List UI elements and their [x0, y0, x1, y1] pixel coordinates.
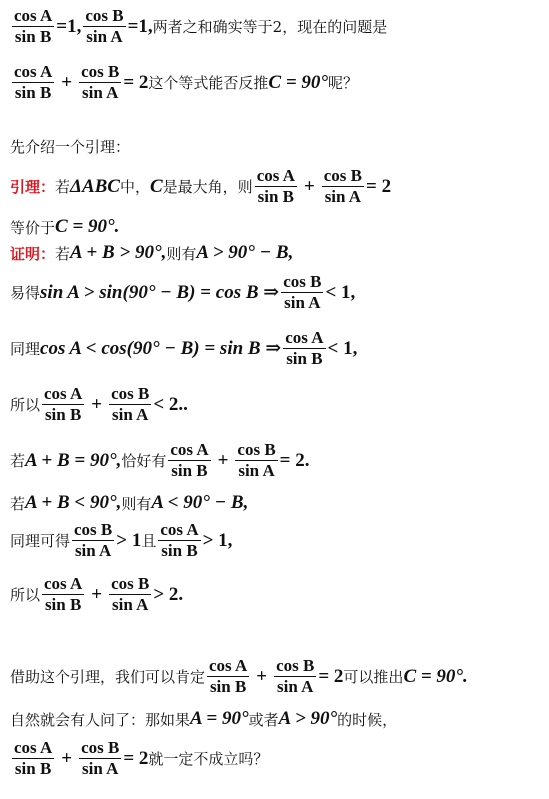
text: 若 [55, 244, 71, 263]
line-12 [10, 520, 232, 561]
line-16 [10, 738, 268, 779]
proof-label: 证明： [10, 244, 56, 263]
line-14 [10, 656, 468, 697]
plus-sign: + [217, 449, 229, 471]
text: 先介绍一个引理： [10, 138, 131, 156]
period: . [183, 393, 188, 415]
equals-two: = 2 [123, 747, 149, 769]
fraction-cosA-over-sinB: $\frac{\text{cos A}}{\text{sin B}}$ [44, 384, 83, 424]
text: 就一定不成立吗？ [148, 750, 269, 768]
math-expression: C = 90° [268, 71, 329, 93]
text: 则有 [166, 244, 197, 263]
equals-two: = 2 [366, 175, 392, 197]
math-expression: > 1 [116, 529, 142, 551]
math-expression: sin A > sin(90° − B) = cos B ⇒ [40, 282, 280, 303]
math-expression: < 1, [325, 281, 356, 303]
text: 且 [141, 532, 157, 550]
fraction-cosA-over-sinB: $\frac{\text{cos A}}{\text{sin B}}$ [285, 328, 324, 368]
text: 自然就会有人问了：那如果 [10, 710, 191, 729]
equals-one: =1, [127, 15, 153, 37]
math-expression: < 1, [327, 337, 358, 359]
math-expression: C [149, 175, 163, 197]
text: 是最大角，则 [162, 178, 253, 196]
lemma-label: 引理： [10, 178, 56, 196]
plus-sign: + [256, 665, 268, 687]
text: 两者之和确实等于2，现在的问题是 [152, 18, 388, 36]
line-2 [10, 62, 358, 103]
line-6-proof [10, 242, 293, 264]
math-expression: C = 90°. [403, 665, 468, 687]
text: 同理 [10, 340, 41, 358]
text: 若 [55, 178, 71, 196]
fraction-cosB-over-sinA: $\frac{\text{cos B}}{\text{sin A}}$ [74, 520, 113, 560]
fraction-cosA-over-sinB: $\frac{\text{cos A}}{\text{sin B}}$ [14, 6, 53, 46]
text: 可以推出 [343, 668, 404, 686]
text: 易得 [10, 284, 41, 302]
fraction-cosA-over-sinB: $\frac{\text{cos A}}{\text{sin B}}$ [256, 166, 295, 206]
plus-sign: + [91, 393, 103, 415]
line-8 [10, 328, 357, 369]
text: 所以 [10, 396, 41, 414]
text: 若 [10, 452, 26, 470]
equals-one: =1, [56, 15, 82, 37]
text: 等价于 [10, 218, 56, 237]
math-expression: A + B = 90°, [25, 449, 122, 471]
text: 呢？ [328, 74, 359, 92]
fraction-cosB-over-sinA: $\frac{\text{cos B}}{\text{sin A}}$ [81, 738, 120, 778]
plus-sign: + [61, 71, 73, 93]
line-4-lemma [10, 166, 391, 207]
fraction-cosA-over-sinB: $\frac{\text{cos A}}{\text{sin B}}$ [44, 574, 83, 614]
text: 若 [10, 494, 26, 513]
math-expression: = 2. [279, 449, 310, 471]
text: 或者 [248, 710, 279, 729]
text: 的时候， [337, 710, 398, 729]
fraction-cosB-over-sinA: $\frac{\text{cos B}}{\text{sin A}}$ [111, 384, 150, 424]
text: 这个等式能否反推 [148, 74, 269, 92]
math-expression: A + B < 90°, [25, 492, 122, 513]
line-10 [10, 440, 310, 481]
text: 恰好有 [121, 452, 167, 470]
line-3 [10, 136, 130, 157]
fraction-cosB-over-sinA: $\frac{\text{cos B}}{\text{sin A}}$ [323, 166, 363, 206]
math-expression: cos A < cos(90° − B) = sin B ⇒ [40, 338, 282, 359]
fraction-cosB-over-sinA: $\frac{\text{cos B}}{\text{sin A}}$ [276, 656, 315, 696]
plus-sign: + [303, 175, 315, 197]
line-5 [10, 216, 119, 238]
plus-sign: + [91, 583, 103, 605]
text: 中， [119, 178, 150, 196]
fraction-cosB-over-sinA: $\frac{\text{cos B}}{\text{sin A}}$ [283, 272, 322, 312]
math-expression: A > 90° − B, [196, 242, 294, 263]
text: 借助这个引理，我们可以肯定 [10, 668, 206, 686]
text: 所以 [10, 586, 41, 604]
equals-two: = 2 [123, 71, 149, 93]
math-expression: C = 90°. [55, 216, 120, 237]
fraction-cosA-over-sinB: $\frac{\text{cos A}}{\text{sin B}}$ [160, 520, 199, 560]
math-expression: A + B > 90°, [70, 242, 167, 263]
triangle-symbol: ΔABC [70, 175, 120, 197]
line-11 [10, 492, 248, 514]
line-15 [10, 708, 397, 730]
fraction-cosA-over-sinB: $\frac{\text{cos A}}{\text{sin B}}$ [14, 62, 53, 102]
math-expression: A = 90° [190, 708, 249, 729]
line-1 [10, 6, 387, 47]
fraction-cosB-over-sinA: $\frac{\text{cos B}}{\text{sin A}}$ [85, 6, 124, 46]
fraction-cosB-over-sinA: $\frac{\text{cos B}}{\text{sin A}}$ [237, 440, 276, 480]
fraction-cosA-over-sinB: $\frac{\text{cos A}}{\text{sin B}}$ [14, 738, 53, 778]
math-expression: > 2. [153, 583, 184, 605]
math-expression: > 1, [202, 529, 233, 551]
line-13 [10, 574, 183, 615]
fraction-cosB-over-sinA: $\frac{\text{cos B}}{\text{sin A}}$ [111, 574, 150, 614]
fraction-cosA-over-sinB: $\frac{\text{cos A}}{\text{sin B}}$ [170, 440, 209, 480]
math-expression: A > 90° [278, 708, 338, 729]
text: 同理可得 [10, 532, 71, 550]
fraction-cosB-over-sinA: $\frac{\text{cos B}}{\text{sin A}}$ [81, 62, 120, 102]
line-7 [10, 272, 355, 313]
equals-two: = 2 [318, 665, 344, 687]
math-expression: < 2. [153, 393, 184, 415]
text: 则有 [121, 494, 152, 513]
math-expression: A < 90° − B, [151, 492, 249, 513]
plus-sign: + [61, 747, 73, 769]
fraction-cosA-over-sinB: $\frac{\text{cos A}}{\text{sin B}}$ [209, 656, 248, 696]
line-9 [10, 384, 188, 425]
